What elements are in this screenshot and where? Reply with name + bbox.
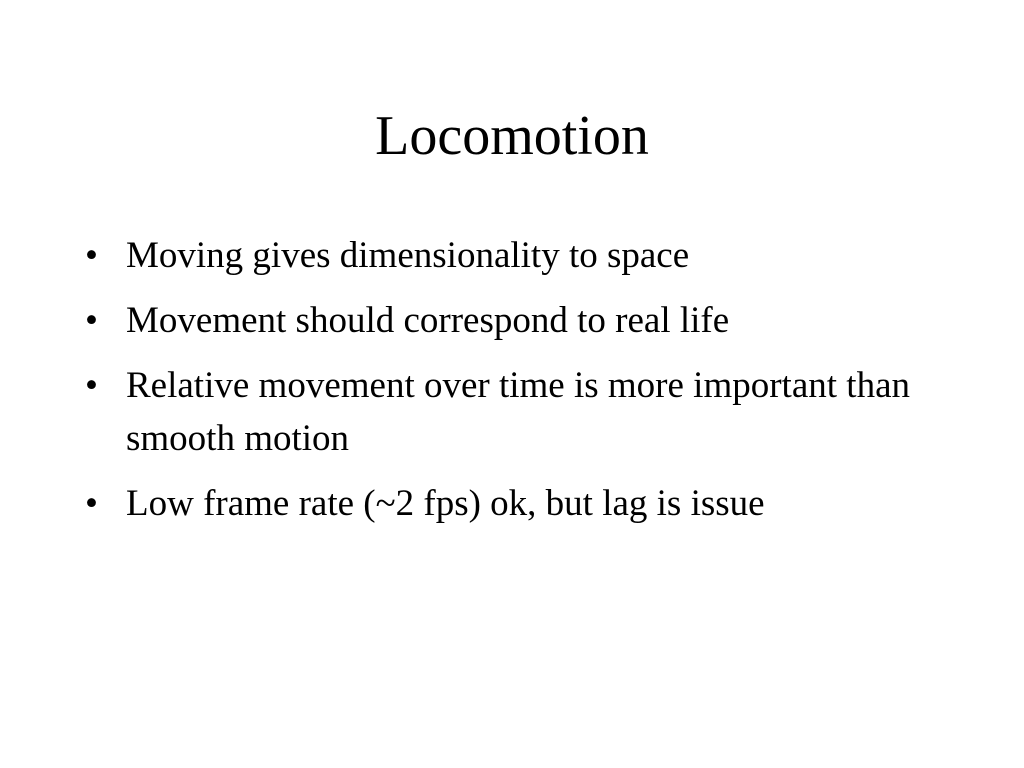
bullet-icon: • [85, 300, 98, 341]
bullet-icon: • [85, 365, 98, 406]
slide-title: Locomotion [375, 105, 649, 167]
bullet-item [85, 229, 965, 282]
bullet-list [85, 229, 965, 542]
bullet-item [85, 294, 965, 347]
bullet-text: Low frame rate (~2 fps) ok, but lag is issue [126, 483, 765, 524]
bullet-text: Movement should correspond to real life [126, 300, 730, 341]
bullet-item [85, 477, 965, 530]
bullet-text: Moving gives dimensionality to space [126, 235, 690, 276]
bullet-item [85, 359, 965, 465]
bullet-text: Relative movement over time is more important than smooth motion [126, 365, 910, 459]
bullet-icon: • [85, 235, 98, 276]
bullet-icon: • [85, 483, 98, 524]
